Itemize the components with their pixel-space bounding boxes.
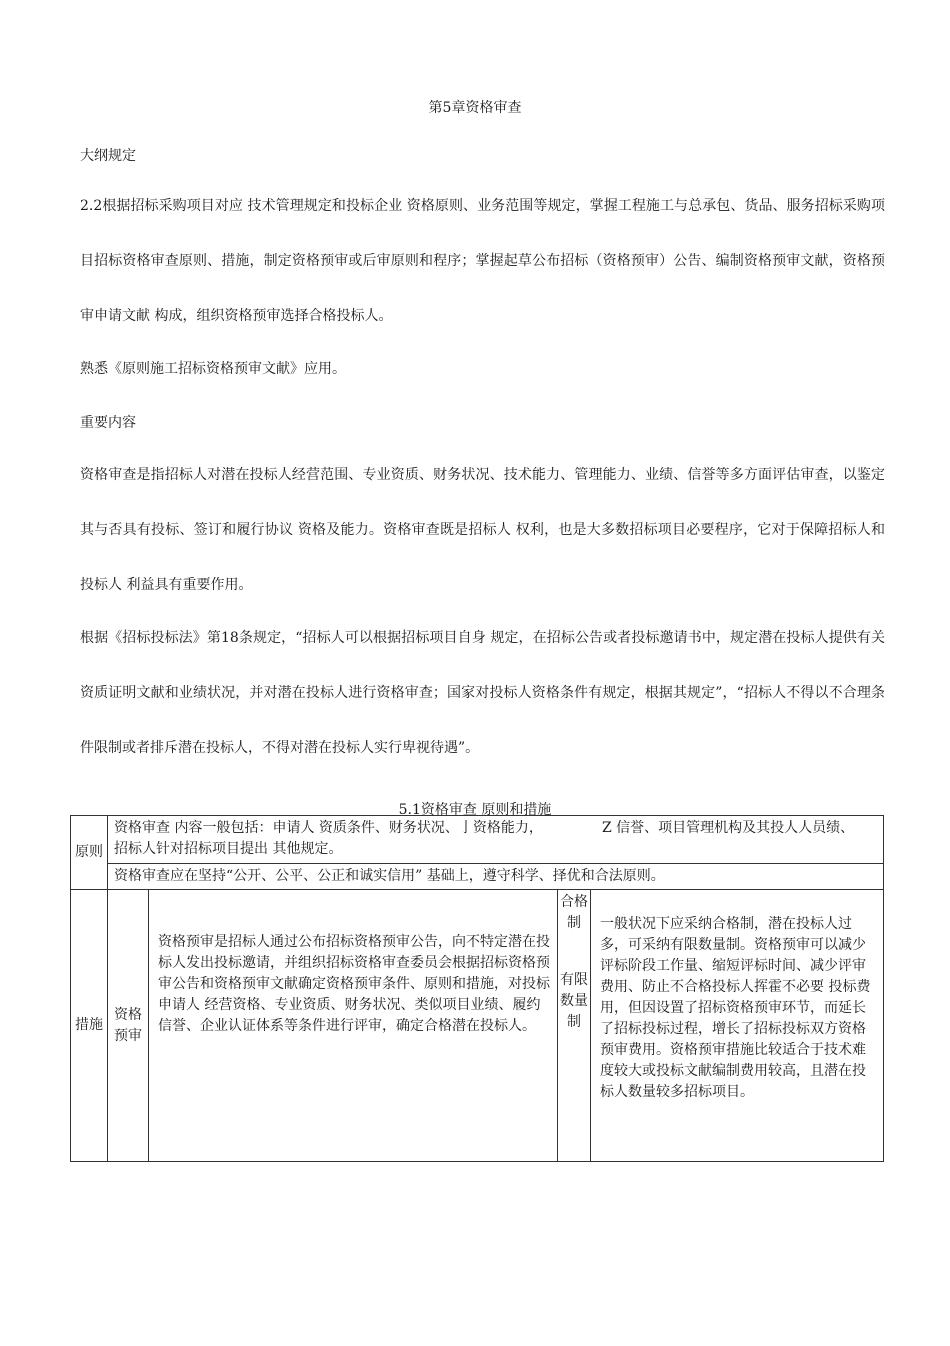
key-content-heading: 重要内容 — [80, 415, 136, 431]
method-label-cell — [558, 890, 591, 1162]
key-paragraph-1: 资格审查是指招标人对潜在投标人经营范围、专业资质、财务状况、技术能力、管理能力、业绩、信誉等多方面评估审查，以鉴定其与否具有投标、签订和履行协议 资格及能力。资格审查既是招标人 权利，也是大多数招标项目必要程序，它对于保障招标人和投标人 利益具有重要作用。 — [80, 467, 885, 593]
prequal-description: 资格预审是招标人通过公布招标资格预审公告，向不特定潜在投标人发出投标邀请，并组织招标资格审查委员会根据招标资格预审公告和资格预审文献确定资格预审条件、原则和措施，对投标申请人 经营资格、专业资质、财务状况、类似项目业绩、履约信誉、企业认证体系等条件进行评审，确定合格潜在投标人。 — [149, 890, 558, 1162]
prequal-label: 资格预审 — [108, 890, 149, 1162]
principle-row2-cell: 资格审查应在坚持“公开、公平、公正和诚实信用” 基础上，遵守科学、择优和合法原则。 — [108, 864, 884, 890]
outline-paragraph: 2.2根据招标采购项目对应 技术管理规定和投标企业 资格原则、业务范围等规定，掌握工程施工与总承包、货品、服务招标采购项目招标资格审查原则、措施，制定资格预审或后审原则和程序；掌握起草公布招标（资格预审）公告、编制资格预审文献，资格预审申请文献 构成，组织资格预审选择合格投标人。 — [80, 198, 885, 324]
key-paragraph-2: 根据《招标投标法》第18条规定，“招标人可以根据招标项目自身 规定，在招标公告或者投标邀请书中，规定潜在投标人提供有关资质证明文献和业绩状况，并对潜在投标人进行资格审查；国家对投标人资格条件有规定，根据其规定”，“招标人不得以不合理条件限制或者排斥潜在投标人，不得对潜在投标人实行卑视待遇”。 — [80, 630, 885, 756]
table-row — [71, 864, 884, 890]
outline-heading: 大纲规定 — [80, 148, 136, 164]
familiar-line: 熟悉《原则施工招标资格预审文献》应用。 — [80, 361, 346, 377]
principle-row1-cell — [108, 816, 884, 864]
table-row — [71, 890, 884, 1162]
principle-row1-right: Z 信誉、项目管理机构及其投人人员绩、 — [602, 820, 855, 836]
principle-label: 原则 — [71, 816, 108, 890]
table-row — [71, 816, 884, 864]
principles-measures-table — [70, 815, 884, 1162]
method-label-qualified: 合格制 — [560, 894, 588, 931]
table-caption: 5.1资格审查 原则和措施 — [398, 802, 552, 818]
chapter-title: 第5章资格审查 — [428, 100, 522, 116]
method-label-limited: 有限数量制 — [560, 972, 588, 1030]
method-description: 一般状况下应采纳合格制，潜在投标人过多，可采纳有限数量制。资格预审可以减少评标阶段工作量、缩短评标时间、减少评审费用、防止不合格投标人挥霍不必要 投标费用，但因设置了招标资格预审环节，而延长了招标投标过程，增长了招标投标双方资格预审费用。资格预审措施比较适合于技术难度较大或投标文献编制费用较高，且潜在投标人数量较多招标项目。 — [591, 890, 884, 1162]
measures-label: 措施 — [71, 890, 108, 1162]
principle-row1-left: 资格审查 内容一般包括：申请人 资质条件、财务状况、亅资格能力，招标人针对招标项目提出 其他规定。 — [114, 820, 543, 857]
